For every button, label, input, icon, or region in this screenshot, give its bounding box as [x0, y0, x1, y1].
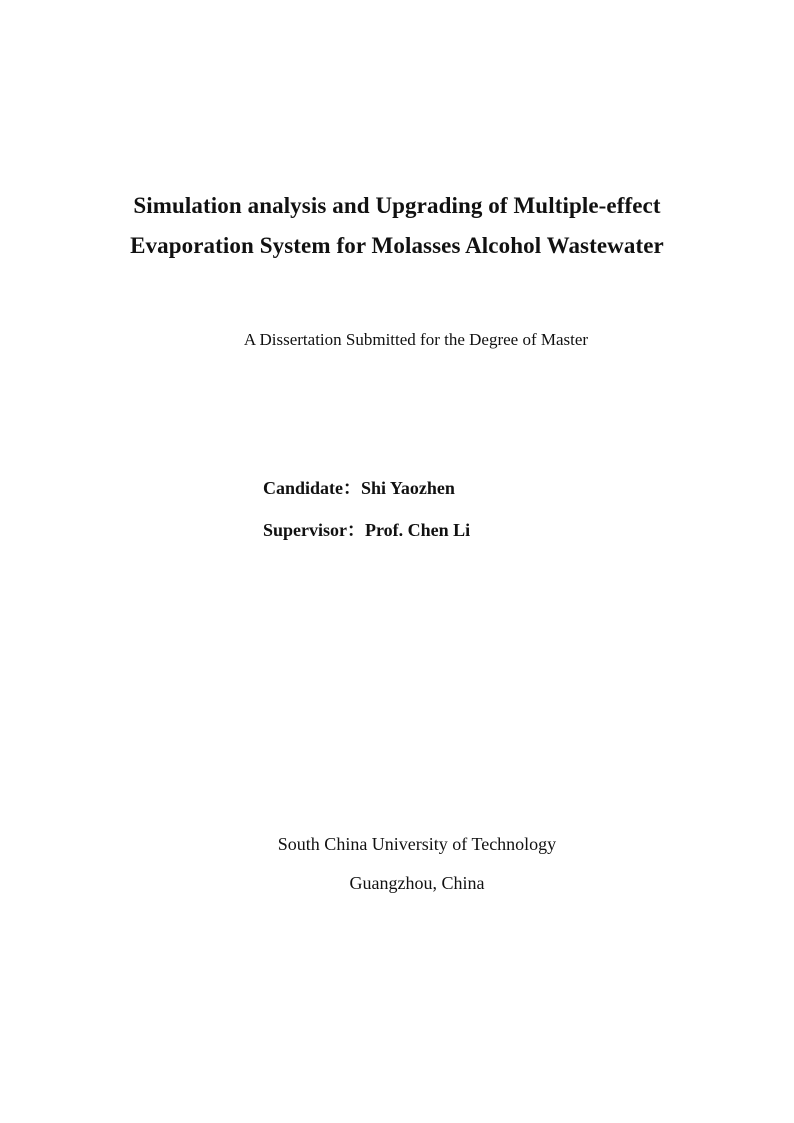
candidate-label: Candidate [263, 478, 344, 498]
supervisor-row [263, 519, 470, 541]
university-name: South China University of Technology [277, 834, 557, 854]
institution-block [263, 833, 571, 911]
degree-statement: A Dissertation Submitted for the Degree of Master [243, 330, 589, 349]
university-location: Guangzhou, China [349, 873, 485, 893]
supervisor-name: Prof. Chen Li [365, 520, 471, 540]
supervisor-separator: ： [347, 520, 366, 540]
supervisor-label: Supervisor [263, 520, 348, 540]
title-line-1: Simulation analysis and Upgrading of Multiple-effect [133, 193, 661, 218]
candidate-separator: ： [343, 478, 362, 498]
candidate-name: Shi Yaozhen [361, 478, 455, 498]
title-line-2: Evaporation System for Molasses Alcohol Wastewater [130, 233, 664, 258]
author-info [263, 477, 470, 561]
candidate-row [263, 477, 470, 499]
thesis-title [0, 186, 794, 266]
